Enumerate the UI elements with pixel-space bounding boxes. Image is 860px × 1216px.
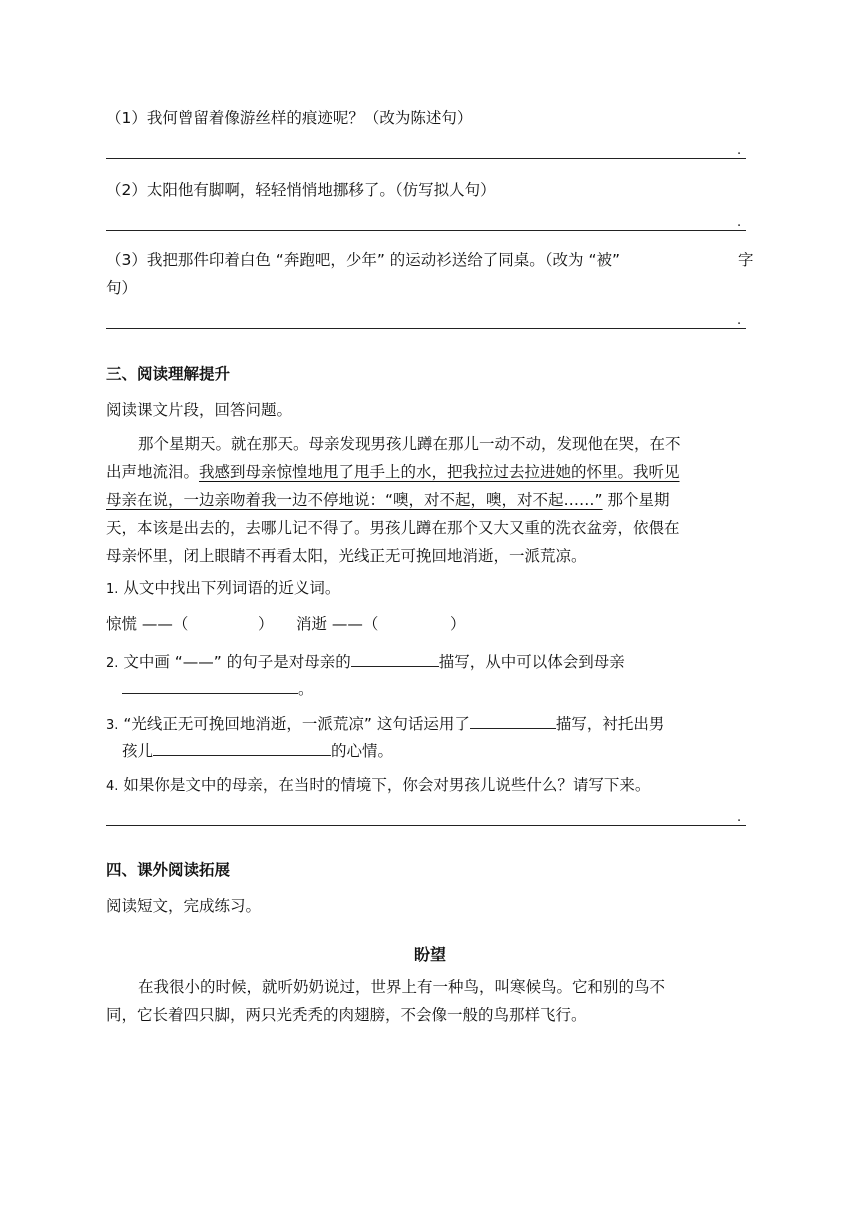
synonym-word: 消逝 ——（ <box>296 615 379 633</box>
answer-line <box>106 328 746 329</box>
question-number: 3. <box>106 718 119 733</box>
section-intro: 阅读课文片段，回答问题。 <box>106 401 293 419</box>
fill-blank[interactable] <box>351 648 439 667</box>
question-number: 4. <box>106 779 119 794</box>
fill-blank[interactable] <box>470 710 556 729</box>
question-1 <box>106 576 340 598</box>
fill-blank[interactable] <box>153 737 331 756</box>
answer-dot: . <box>737 810 742 825</box>
article-line-1: 在我很小的时候，就听奶奶说过，世界上有一种鸟，叫寒候鸟。它和别的鸟不 <box>138 978 666 996</box>
question-3 <box>106 710 664 734</box>
question-text: “光线正无可挽回地消逝，一派荒凉” 这句话运用了 <box>123 715 470 733</box>
synonym-close: ） <box>258 615 274 633</box>
section-intro: 阅读短文，完成练习。 <box>106 897 262 915</box>
answer-line <box>106 158 746 159</box>
question-2 <box>106 648 625 672</box>
answer-dot: . <box>737 215 742 230</box>
question-text: 如果你是文中的母亲，在当时的情境下，你会对男孩儿说些什么？请写下来。 <box>123 776 651 794</box>
passage-line-3 <box>106 486 670 514</box>
synonym-item-1 <box>106 612 188 634</box>
question-text: 描写，从中可以体会到母亲 <box>438 653 625 671</box>
passage-line-2 <box>106 458 680 486</box>
question-rewrite-1: （1）我何曾留着像游丝样的痕迹呢？（改为陈述句） <box>106 109 473 127</box>
synonym-item-2 <box>296 612 378 634</box>
question-rewrite-3-end: 字 <box>738 251 754 269</box>
passage-line-5: 母亲怀里，闭上眼睛不再看太阳，光线正无可挽回地消逝，一派荒凉。 <box>106 547 587 565</box>
section-heading-extended-reading: 四、课外阅读拓展 <box>106 861 231 879</box>
synonym-close: ） <box>450 615 466 633</box>
question-number: 1. <box>106 582 119 597</box>
question-text: 文中画 “——” 的句子是对母亲的 <box>123 653 351 671</box>
question-rewrite-2: （2）太阳他有脚啊，轻轻悄悄地挪移了。（仿写拟人句） <box>106 181 496 199</box>
answer-dot: . <box>737 313 742 328</box>
question-3-line2 <box>122 737 393 761</box>
section-heading-reading: 三、阅读理解提升 <box>106 365 231 383</box>
question-text: 描写，衬托出男 <box>555 715 665 733</box>
underlined-sentence: 我感到母亲惊惶地甩了甩手上的水，把我拉过去拉进她的怀里。我听见 <box>199 463 680 481</box>
passage-line-4: 天，本该是出去的，去哪儿记不得了。男孩儿蹲在那个又大又重的洗衣盆旁，依偎在 <box>106 519 680 537</box>
fill-blank[interactable] <box>122 675 298 694</box>
question-text: 从文中找出下列词语的近义词。 <box>123 579 341 597</box>
question-4 <box>106 773 650 795</box>
question-rewrite-3-line2: 句） <box>106 279 138 297</box>
article-line-2: 同，它长着四只脚，两只光秃秃的肉翅膀，不会像一般的鸟那样飞行。 <box>106 1006 587 1024</box>
question-rewrite-3: （3）我把那件印着白色 “奔跑吧，少年” 的运动衫送给了同桌。（改为 “被” <box>106 251 621 269</box>
synonym-word: 惊慌 ——（ <box>106 615 189 633</box>
answer-line <box>106 230 746 231</box>
question-2-line2 <box>122 675 314 699</box>
answer-dot: . <box>737 143 742 158</box>
question-text: 孩儿 <box>122 742 154 760</box>
question-text: 。 <box>298 680 314 698</box>
underlined-sentence: 母亲在说，一边亲吻着我一边不停地说：“噢，对不起，噢，对不起……” <box>106 491 603 509</box>
passage-text: 那个星期 <box>602 491 670 509</box>
article-title: 盼望 <box>413 945 446 964</box>
passage-text: 出声地流泪。 <box>106 463 200 481</box>
answer-line <box>106 825 746 826</box>
question-number: 2. <box>106 656 119 671</box>
passage-line-1: 那个星期天。就在那天。母亲发现男孩儿蹲在那儿一动不动，发现他在哭，在不 <box>138 435 681 453</box>
question-text: 的心情。 <box>331 742 394 760</box>
